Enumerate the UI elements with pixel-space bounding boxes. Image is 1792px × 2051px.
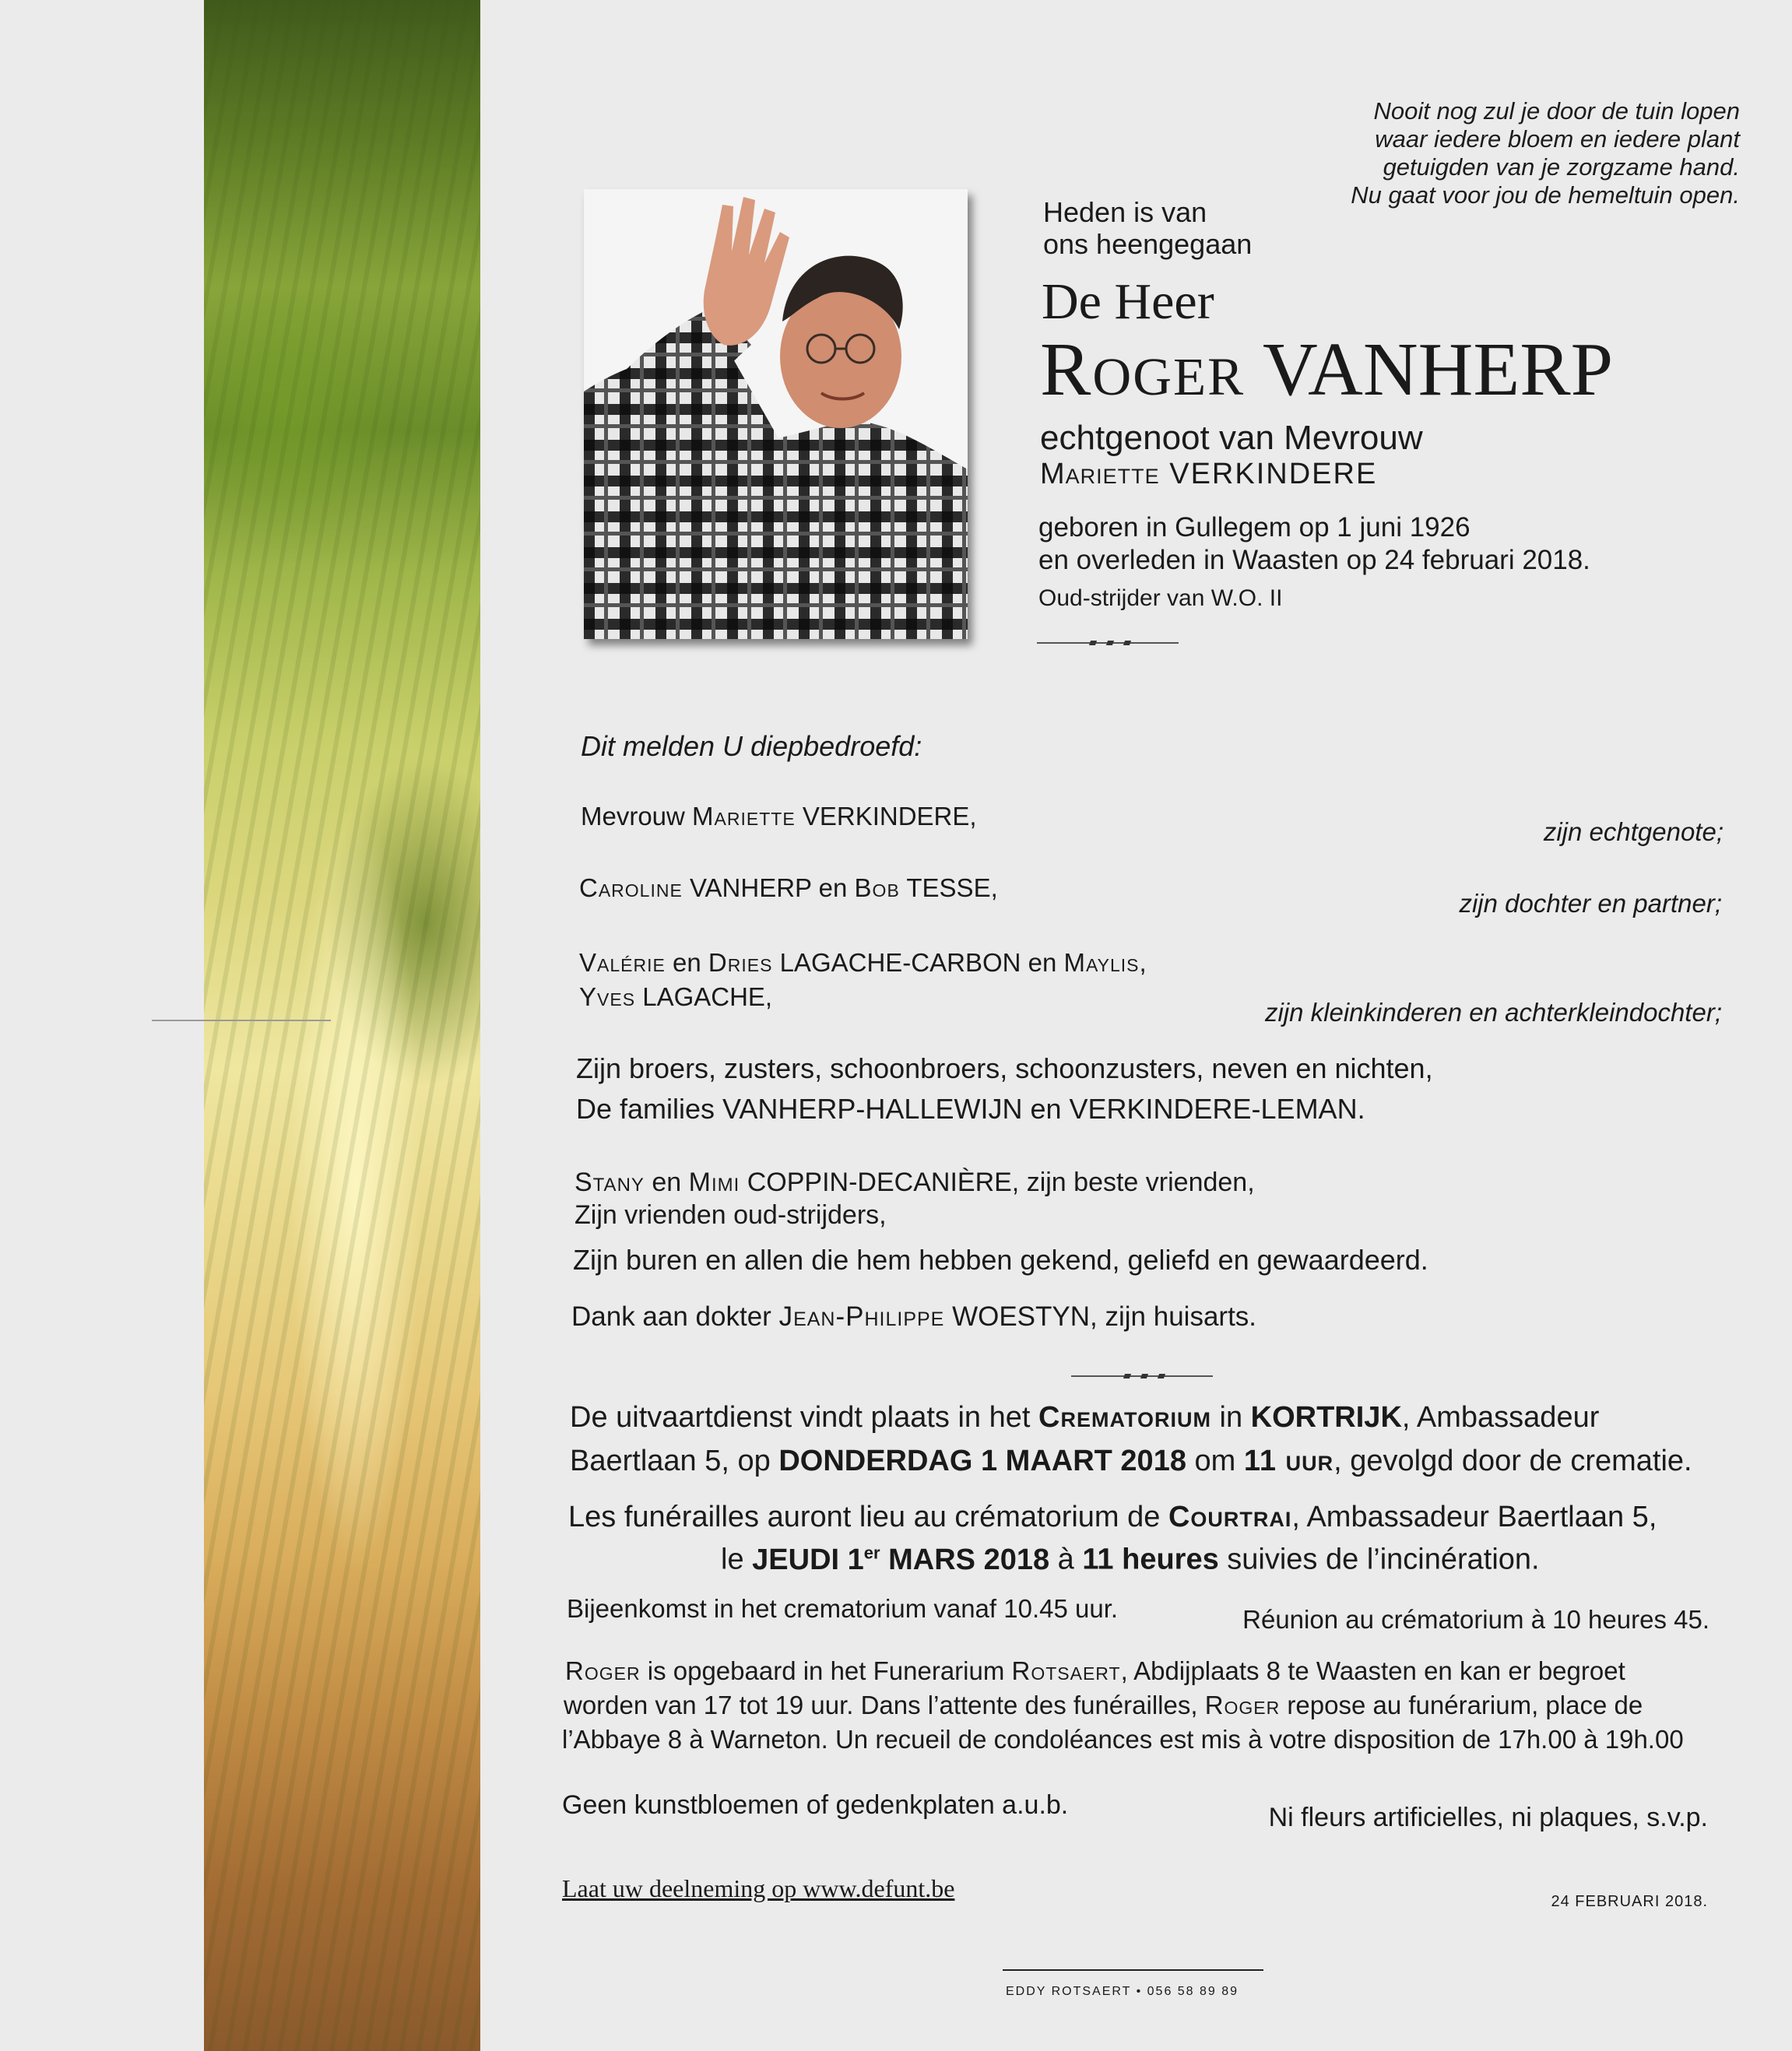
- family-text: en: [652, 1168, 682, 1197]
- family-firstname: Bob: [854, 873, 900, 902]
- family-row-grandchildren-1: [579, 948, 1147, 978]
- service-day: JEUDI 1: [752, 1543, 864, 1576]
- spouse-intro: echtgenoot van Mevrouw: [1040, 419, 1423, 457]
- service-nl-line-2: [570, 1445, 1692, 1478]
- service-venue: Crematorium: [1038, 1401, 1211, 1434]
- deceased-last-name: VANHERP: [1262, 328, 1614, 412]
- family-row-grandchildren-2: [579, 982, 772, 1012]
- family-line-friends: [574, 1168, 1255, 1198]
- family-text: en: [1028, 948, 1057, 977]
- funerarium-text: repose au funérarium, place de: [1287, 1691, 1643, 1719]
- family-firstname: Valérie: [579, 948, 666, 977]
- printer-credit: EDDY ROTSAERT • 056 58 89 89: [1006, 1985, 1239, 1998]
- family-line-neighbours: Zijn buren en allen die hem hebben gekend, geliefd en gewaardeerd.: [573, 1244, 1428, 1276]
- family-firstname: Stany: [574, 1168, 645, 1197]
- service-text: in: [1219, 1401, 1243, 1434]
- intro-line-1: Heden is van: [1043, 196, 1207, 228]
- family-line-veterans: Zijn vrienden oud-strijders,: [574, 1200, 887, 1230]
- flowers-nl: Geen kunstbloemen of gedenkplaten a.u.b.: [562, 1790, 1069, 1820]
- family-firstname: Dries: [708, 948, 773, 977]
- family-text: Dank aan dokter: [571, 1301, 771, 1332]
- fold-mark: [152, 1020, 331, 1021]
- service-text: le: [721, 1543, 744, 1576]
- family-row-spouse: [581, 802, 977, 831]
- publication-date: 24 FEBRUARI 2018.: [1551, 1893, 1708, 1910]
- thanks-doctor: [571, 1301, 1256, 1333]
- family-text: zijn huisarts.: [1105, 1301, 1257, 1332]
- service-fr-line-1: [568, 1501, 1657, 1534]
- funerarium-name: Rotsaert: [1011, 1656, 1121, 1685]
- poem-line: Nooit nog zul je door de tuin lopen: [1373, 97, 1740, 125]
- funerarium-line-2: [564, 1691, 1643, 1720]
- family-firstname: Caroline: [579, 873, 683, 902]
- ornament-divider: [1037, 641, 1179, 645]
- service-city: KORTRIJK: [1250, 1401, 1402, 1434]
- funerarium-text: , Abdijplaats 8 te Waasten en kan er begroet: [1120, 1656, 1625, 1685]
- family-role: zijn kleinkinderen en achterkleindochter;: [1264, 998, 1722, 1027]
- funerarium-line-3: l’Abbaye 8 à Warneton. Un recueil de condoléances est mis à votre disposition de 17h.00 à 19h.00: [562, 1725, 1684, 1754]
- service-day-suffix: er: [863, 1543, 880, 1562]
- family-surname: LAGACHE-CARBON: [779, 948, 1021, 977]
- family-row-daughter: [579, 873, 998, 903]
- family-firstname: Mariette: [692, 802, 796, 831]
- family-surname: LAGACHE,: [642, 982, 773, 1011]
- condolence-link[interactable]: Laat uw deelneming op www.defunt.be: [562, 1874, 955, 1902]
- family-surname: WOESTYN,: [952, 1301, 1098, 1332]
- family-surname: VANHERP: [689, 873, 812, 902]
- family-line-families: De families VANHERP-HALLEWIJN en VERKINDERE-LEMAN.: [576, 1093, 1365, 1125]
- service-fr-line-2: [721, 1543, 1540, 1577]
- family-text: en: [818, 873, 848, 902]
- poem: [1323, 97, 1740, 209]
- gathering-fr: Réunion au crématorium à 10 heures 45.: [1242, 1605, 1709, 1634]
- service-text: Baertlaan 5, op: [570, 1445, 771, 1477]
- family-text: Mevrouw: [581, 802, 685, 831]
- service-nl-line-1: [570, 1401, 1599, 1435]
- funerarium-line-1: [565, 1656, 1625, 1686]
- family-surname: TESSE,: [906, 873, 998, 902]
- family-surname: COPPIN-DECANIÈRE,: [747, 1168, 1020, 1197]
- ornament-divider: [1071, 1374, 1213, 1378]
- service-date: [752, 1544, 1049, 1576]
- service-text: Les funérailles auront lieu au crématorium de: [568, 1501, 1161, 1533]
- deceased-name: [1040, 327, 1613, 413]
- funerarium-text: worden van 17 tot 19 uur. Dans l’attente des funérailles,: [564, 1691, 1198, 1719]
- service-time: 11 uur: [1243, 1445, 1334, 1477]
- service-text: suivies de l’incinération.: [1227, 1543, 1540, 1576]
- funerarium-name: Roger: [1204, 1691, 1281, 1719]
- footer-rule: [1003, 1969, 1263, 1971]
- family-firstname: Jean-Philippe: [778, 1301, 945, 1332]
- service-text: à: [1057, 1543, 1074, 1576]
- service-date: DONDERDAG 1 MAART 2018: [778, 1445, 1186, 1477]
- family-text: en: [673, 948, 701, 977]
- family-line-siblings: Zijn broers, zusters, schoonbroers, schoonzusters, neven en nichten,: [576, 1052, 1433, 1084]
- death-line: en overleden in Waasten op 24 februari 2018.: [1038, 545, 1590, 575]
- poem-line: getuigden van je zorgzame hand.: [1383, 153, 1740, 181]
- intro-line-2: ons heengegaan: [1043, 228, 1253, 260]
- portrait-photo: [584, 189, 968, 639]
- deceased-first-name: Roger: [1040, 328, 1246, 412]
- birth-line: geboren in Gullegem op 1 juni 1926: [1038, 512, 1470, 543]
- gathering-nl: Bijeenkomst in het crematorium vanaf 10.45 uur.: [567, 1594, 1119, 1623]
- family-surname: VERKINDERE,: [802, 802, 977, 831]
- veteran-note: Oud-strijder van W.O. II: [1038, 585, 1283, 611]
- service-text: , Ambassadeur Baertlaan 5,: [1291, 1501, 1657, 1533]
- poem-line: waar iedere bloem en iedere plant: [1375, 125, 1740, 153]
- poem-line: Nu gaat voor jou de hemeltuin open.: [1351, 181, 1740, 209]
- family-text: zijn beste vrienden,: [1026, 1168, 1255, 1197]
- service-month: MARS 2018: [888, 1543, 1050, 1576]
- funerarium-text: is opgebaard in het Funerarium: [647, 1656, 1005, 1685]
- family-role: zijn dochter en partner;: [1459, 889, 1722, 918]
- forest-path-photo-strip: [204, 0, 480, 2051]
- spouse-first-name: Mariette: [1040, 458, 1160, 490]
- family-firstname: Yves: [579, 982, 636, 1011]
- flowers-fr: Ni fleurs artificielles, ni plaques, s.v.p.: [1268, 1803, 1708, 1832]
- announce-intro: Dit melden U diepbedroefd:: [581, 730, 922, 762]
- portrait-illustration: [584, 189, 968, 639]
- family-role: zijn echtgenote;: [1543, 817, 1723, 846]
- service-text: , Ambassadeur: [1401, 1401, 1600, 1434]
- service-text: , gevolgd door de crematie.: [1333, 1445, 1692, 1477]
- funerarium-name: Roger: [565, 1656, 641, 1685]
- service-time: 11 heures: [1082, 1543, 1219, 1576]
- spouse-last-name: VERKINDERE: [1169, 458, 1378, 490]
- service-city: Courtrai: [1168, 1501, 1292, 1533]
- family-firstname: Maylis,: [1063, 948, 1147, 977]
- service-text: De uitvaartdienst vindt plaats in het: [570, 1401, 1031, 1434]
- spouse-name: [1040, 458, 1377, 491]
- family-firstname: Mimi: [688, 1168, 740, 1197]
- service-text: om: [1194, 1445, 1236, 1477]
- honorific: De Heer: [1042, 273, 1214, 330]
